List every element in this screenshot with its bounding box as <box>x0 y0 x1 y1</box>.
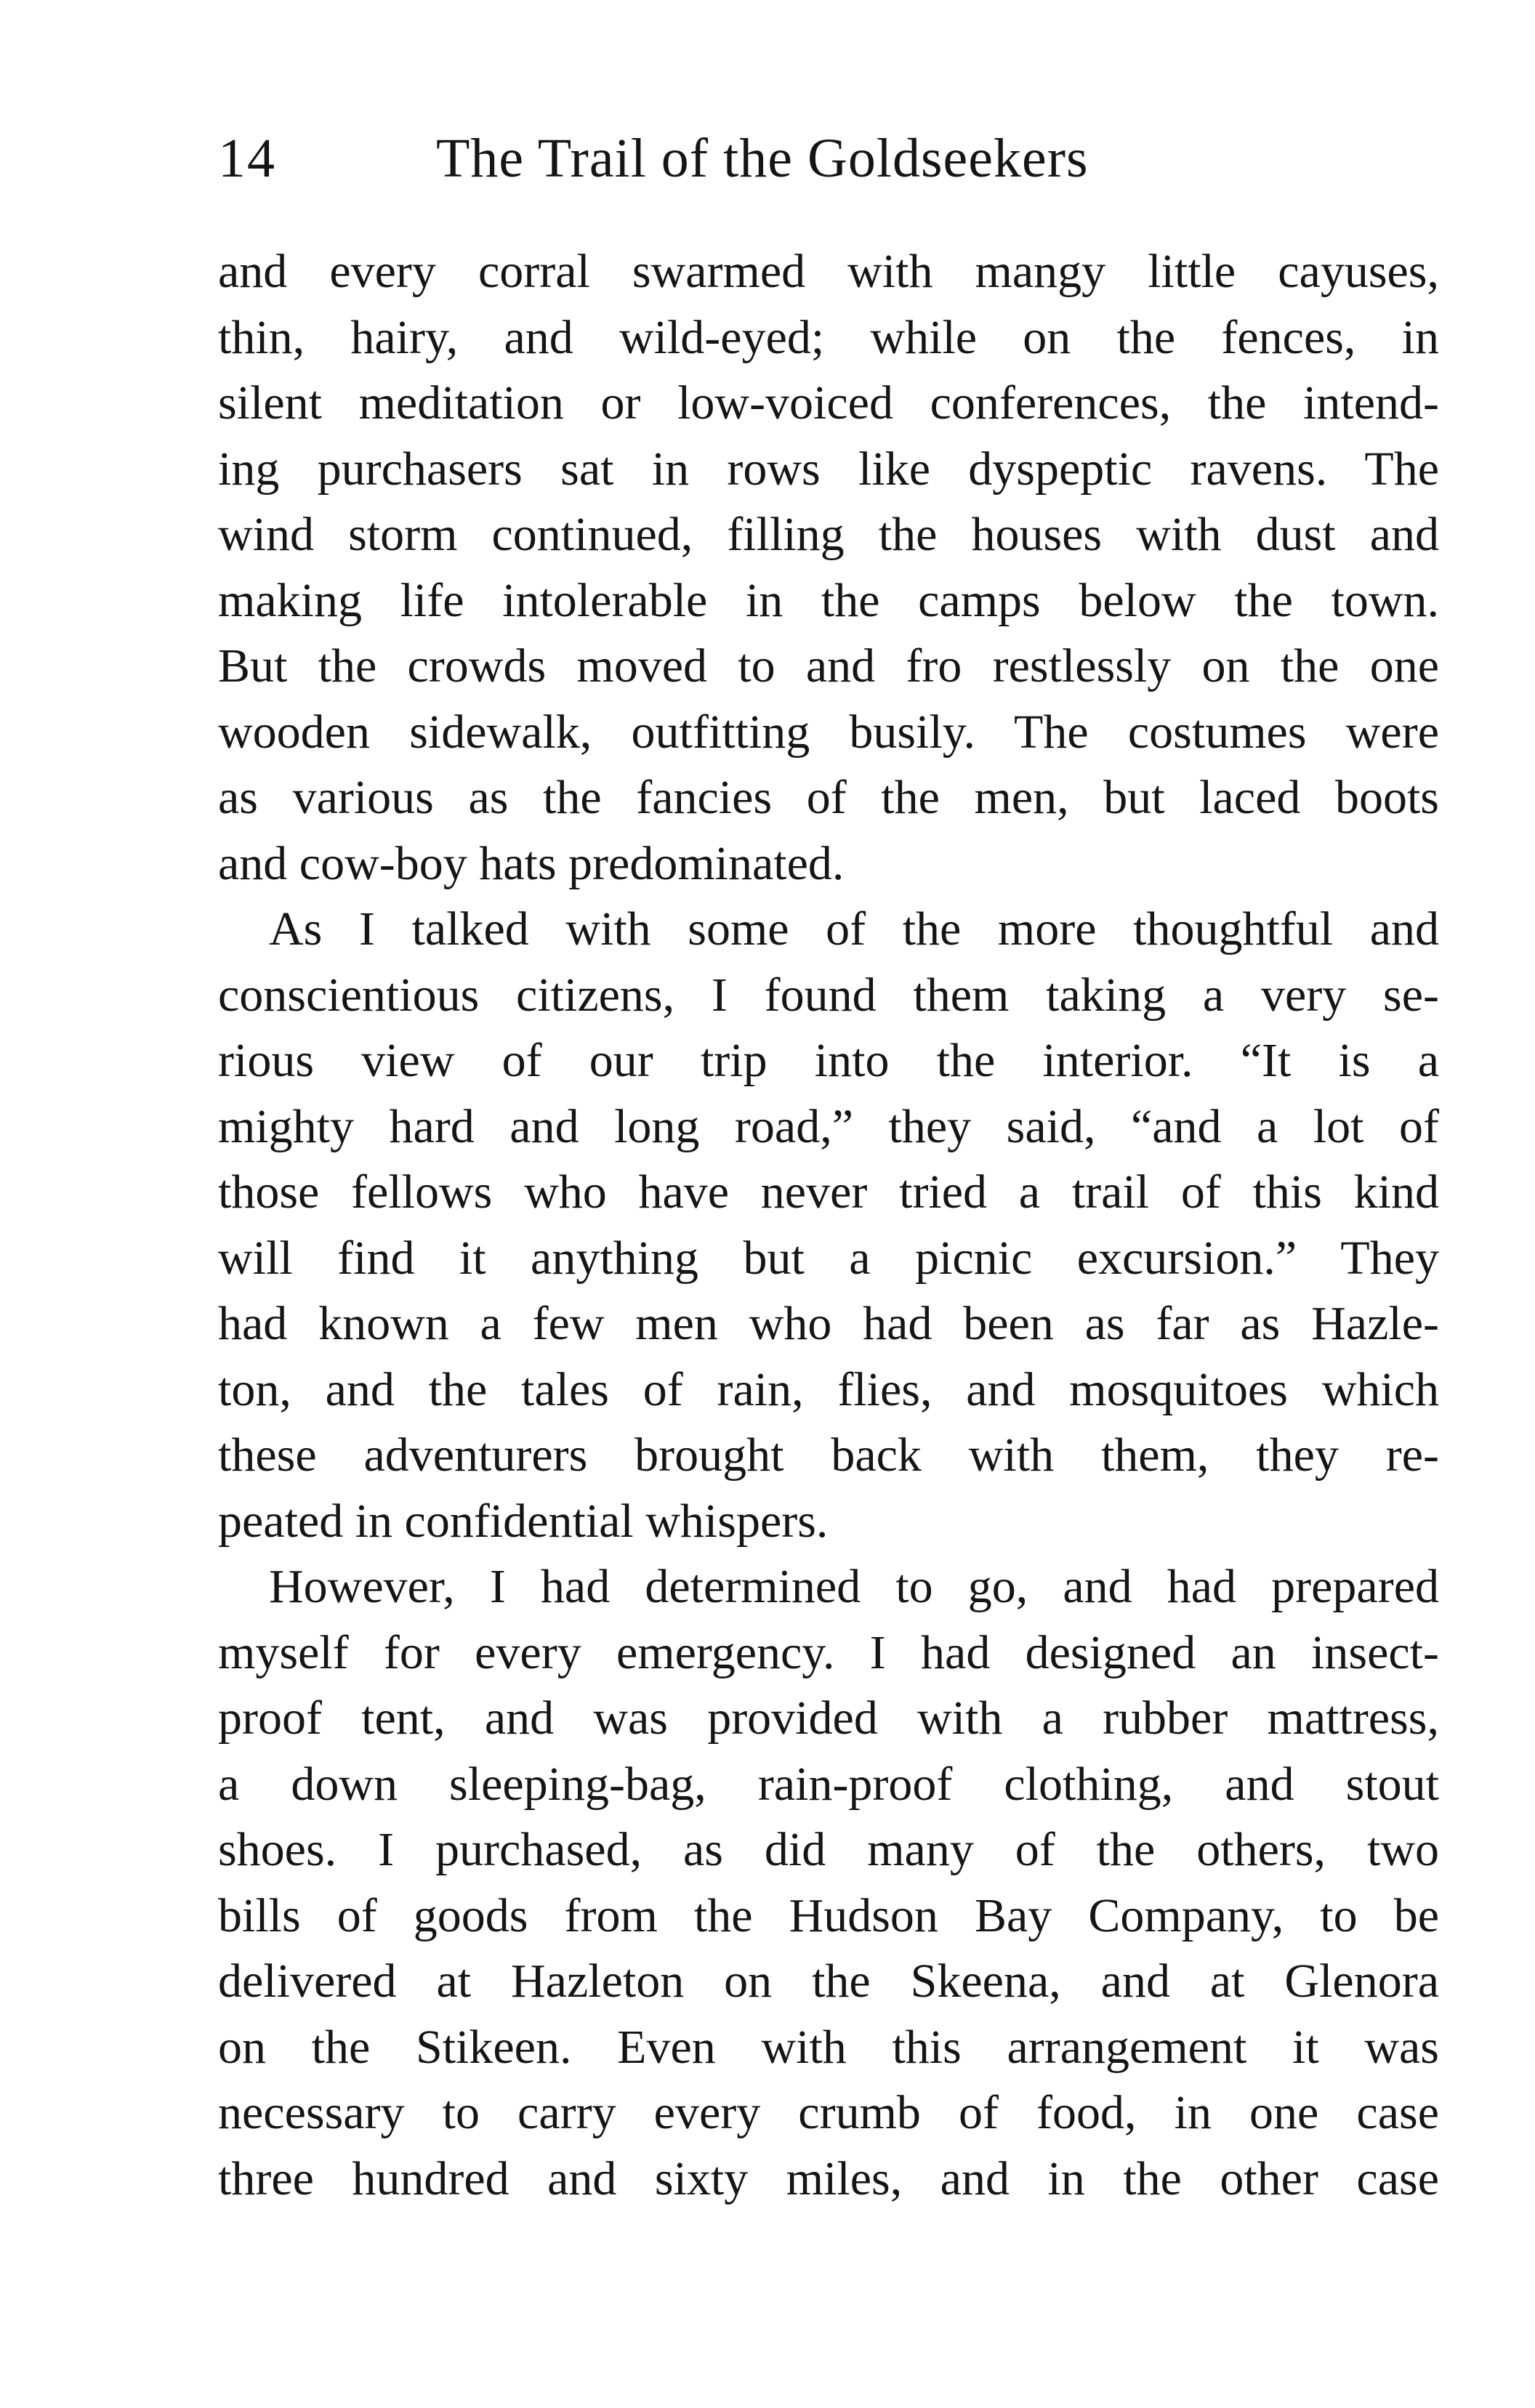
text-line: delivered at Hazleton on the Skeena, and at Glenora <box>218 1955 1439 2008</box>
text-line: proof tent, and was provided with a rubber mattress, <box>218 1692 1439 1745</box>
text-line: on the Stikeen. Even with this arrangement it was <box>218 2020 1439 2074</box>
text-line: bills of goods from the Hudson Bay Company, to be <box>218 1888 1439 1942</box>
text-line: making life intolerable in the camps below the town. <box>218 573 1439 627</box>
text-line: However, I had determined to go, and had prepared <box>269 1560 1439 1613</box>
running-title: The Trail of the Goldseekers <box>436 128 1089 189</box>
text-line: a down sleeping-bag, rain-proof clothing, and stout <box>218 1757 1439 1811</box>
paragraph <box>218 1554 1439 2212</box>
text-line: myself for every emergency. I had designed an insect- <box>218 1625 1439 1679</box>
text-line: peated in confidential whispers. <box>218 1494 829 1548</box>
text-line: But the crowds moved to and fro restlessly on the one <box>218 639 1439 692</box>
text-line: rious view of our trip into the interior. “It is a <box>218 1034 1439 1087</box>
text-line: shoes. I purchased, as did many of the others, two <box>218 1823 1439 1876</box>
text-line: and cow-boy hats predominated. <box>218 836 845 890</box>
text-line: ing purchasers sat in rows like dyspeptic ravens. The <box>218 442 1439 496</box>
text-line: and every corral swarmed with mangy little cayuses, <box>218 245 1439 298</box>
text-line: three hundred and sixty miles, and in the other case <box>218 2152 1439 2205</box>
paragraph <box>218 239 1439 897</box>
text-line: conscientious citizens, I found them taking a very se- <box>218 968 1439 1022</box>
text-line: these adventurers brought back with them, they re- <box>218 1429 1439 1482</box>
text-line: necessary to carry every crumb of food, in one case <box>218 2086 1439 2139</box>
text-line: mighty hard and long road,” they said, “and a lot of <box>218 1099 1439 1153</box>
text-line: those fellows who have never tried a trail of this kind <box>218 1165 1439 1219</box>
paragraph <box>218 897 1439 1554</box>
text-line: will find it anything but a picnic excursion.” They <box>218 1231 1439 1285</box>
page-number: 14 <box>218 128 276 189</box>
text-line: wooden sidewalk, outfitting busily. The costumes were <box>218 705 1439 759</box>
text-line: thin, hairy, and wild-eyed; while on the fences, in <box>218 310 1439 364</box>
running-head <box>218 122 1439 195</box>
text-line: as various as the fancies of the men, but laced boots <box>218 771 1439 824</box>
text-body <box>218 239 1439 2212</box>
text-line: wind storm continued, filling the houses with dust and <box>218 508 1439 561</box>
text-line: ton, and the tales of rain, flies, and mosquitoes which <box>218 1362 1439 1416</box>
text-line: silent meditation or low-voiced conferences, the intend- <box>218 376 1439 429</box>
text-line: As I talked with some of the more thoughtful and <box>269 902 1439 955</box>
text-line: had known a few men who had been as far as Hazle- <box>218 1297 1439 1350</box>
